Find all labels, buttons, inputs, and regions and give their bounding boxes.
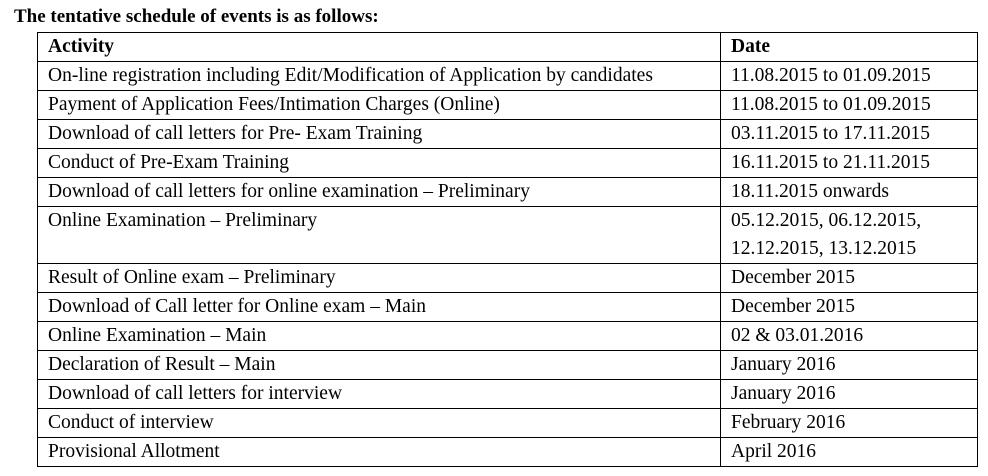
- table-row: [38, 207, 978, 264]
- activity-cell: On-line registration including Edit/Modification of Application by candidates: [38, 62, 721, 91]
- date-cell: [721, 62, 978, 91]
- activity-cell: Online Examination – Main: [38, 322, 721, 351]
- date-cell: [721, 293, 978, 322]
- date-line: 16.11.2015 to 21.11.2015: [731, 152, 930, 173]
- column-header-activity: Activity: [38, 33, 721, 62]
- date-line: 11.08.2015 to 01.09.2015: [731, 65, 931, 86]
- date-cell: [721, 207, 978, 264]
- date-line: January 2016: [731, 383, 836, 404]
- table-row: [38, 293, 978, 322]
- date-cell: [721, 380, 978, 409]
- date-line: January 2016: [731, 354, 836, 375]
- date-line: 02 & 03.01.2016: [731, 325, 864, 346]
- date-line: 03.11.2015 to 17.11.2015: [731, 123, 930, 144]
- date-line: April 2016: [731, 441, 817, 462]
- activity-cell: Conduct of Pre-Exam Training: [38, 149, 721, 178]
- date-cell: [721, 91, 978, 120]
- column-header-date: Date: [721, 33, 978, 62]
- table-row: [38, 91, 978, 120]
- date-line: February 2016: [731, 412, 846, 433]
- date-line: 12.12.2015, 13.12.2015: [731, 238, 917, 259]
- activity-cell: Online Examination – Preliminary: [38, 207, 721, 264]
- date-cell: [721, 438, 978, 467]
- date-line: December 2015: [731, 267, 855, 288]
- table-row: [38, 178, 978, 207]
- activity-cell: Provisional Allotment: [38, 438, 721, 467]
- date-line: 11.08.2015 to 01.09.2015: [731, 94, 931, 115]
- activity-cell: Download of call letters for online examination – Preliminary: [38, 178, 721, 207]
- activity-cell: Declaration of Result – Main: [38, 351, 721, 380]
- table-row: [38, 120, 978, 149]
- date-cell: [721, 264, 978, 293]
- date-cell: [721, 409, 978, 438]
- activity-cell: Payment of Application Fees/Intimation Charges (Online): [38, 91, 721, 120]
- table-header-row: [38, 33, 978, 62]
- table-row: [38, 351, 978, 380]
- date-cell: [721, 322, 978, 351]
- table-row: [38, 438, 978, 467]
- table-row: [38, 380, 978, 409]
- schedule-table: [37, 32, 978, 467]
- activity-cell: Download of call letters for interview: [38, 380, 721, 409]
- activity-cell: Download of call letters for Pre- Exam Training: [38, 120, 721, 149]
- table-row: [38, 322, 978, 351]
- table-row: [38, 62, 978, 91]
- schedule-body: [38, 62, 978, 467]
- table-row: [38, 409, 978, 438]
- date-cell: [721, 178, 978, 207]
- date-line: 18.11.2015 onwards: [731, 181, 889, 202]
- date-cell: [721, 351, 978, 380]
- date-line: 05.12.2015, 06.12.2015,: [731, 210, 922, 231]
- table-row: [38, 149, 978, 178]
- date-line: December 2015: [731, 296, 855, 317]
- table-row: [38, 264, 978, 293]
- activity-cell: Download of Call letter for Online exam – Main: [38, 293, 721, 322]
- page-heading: The tentative schedule of events is as follows:: [14, 6, 379, 27]
- date-cell: [721, 120, 978, 149]
- activity-cell: Conduct of interview: [38, 409, 721, 438]
- activity-cell: Result of Online exam – Preliminary: [38, 264, 721, 293]
- date-cell: [721, 149, 978, 178]
